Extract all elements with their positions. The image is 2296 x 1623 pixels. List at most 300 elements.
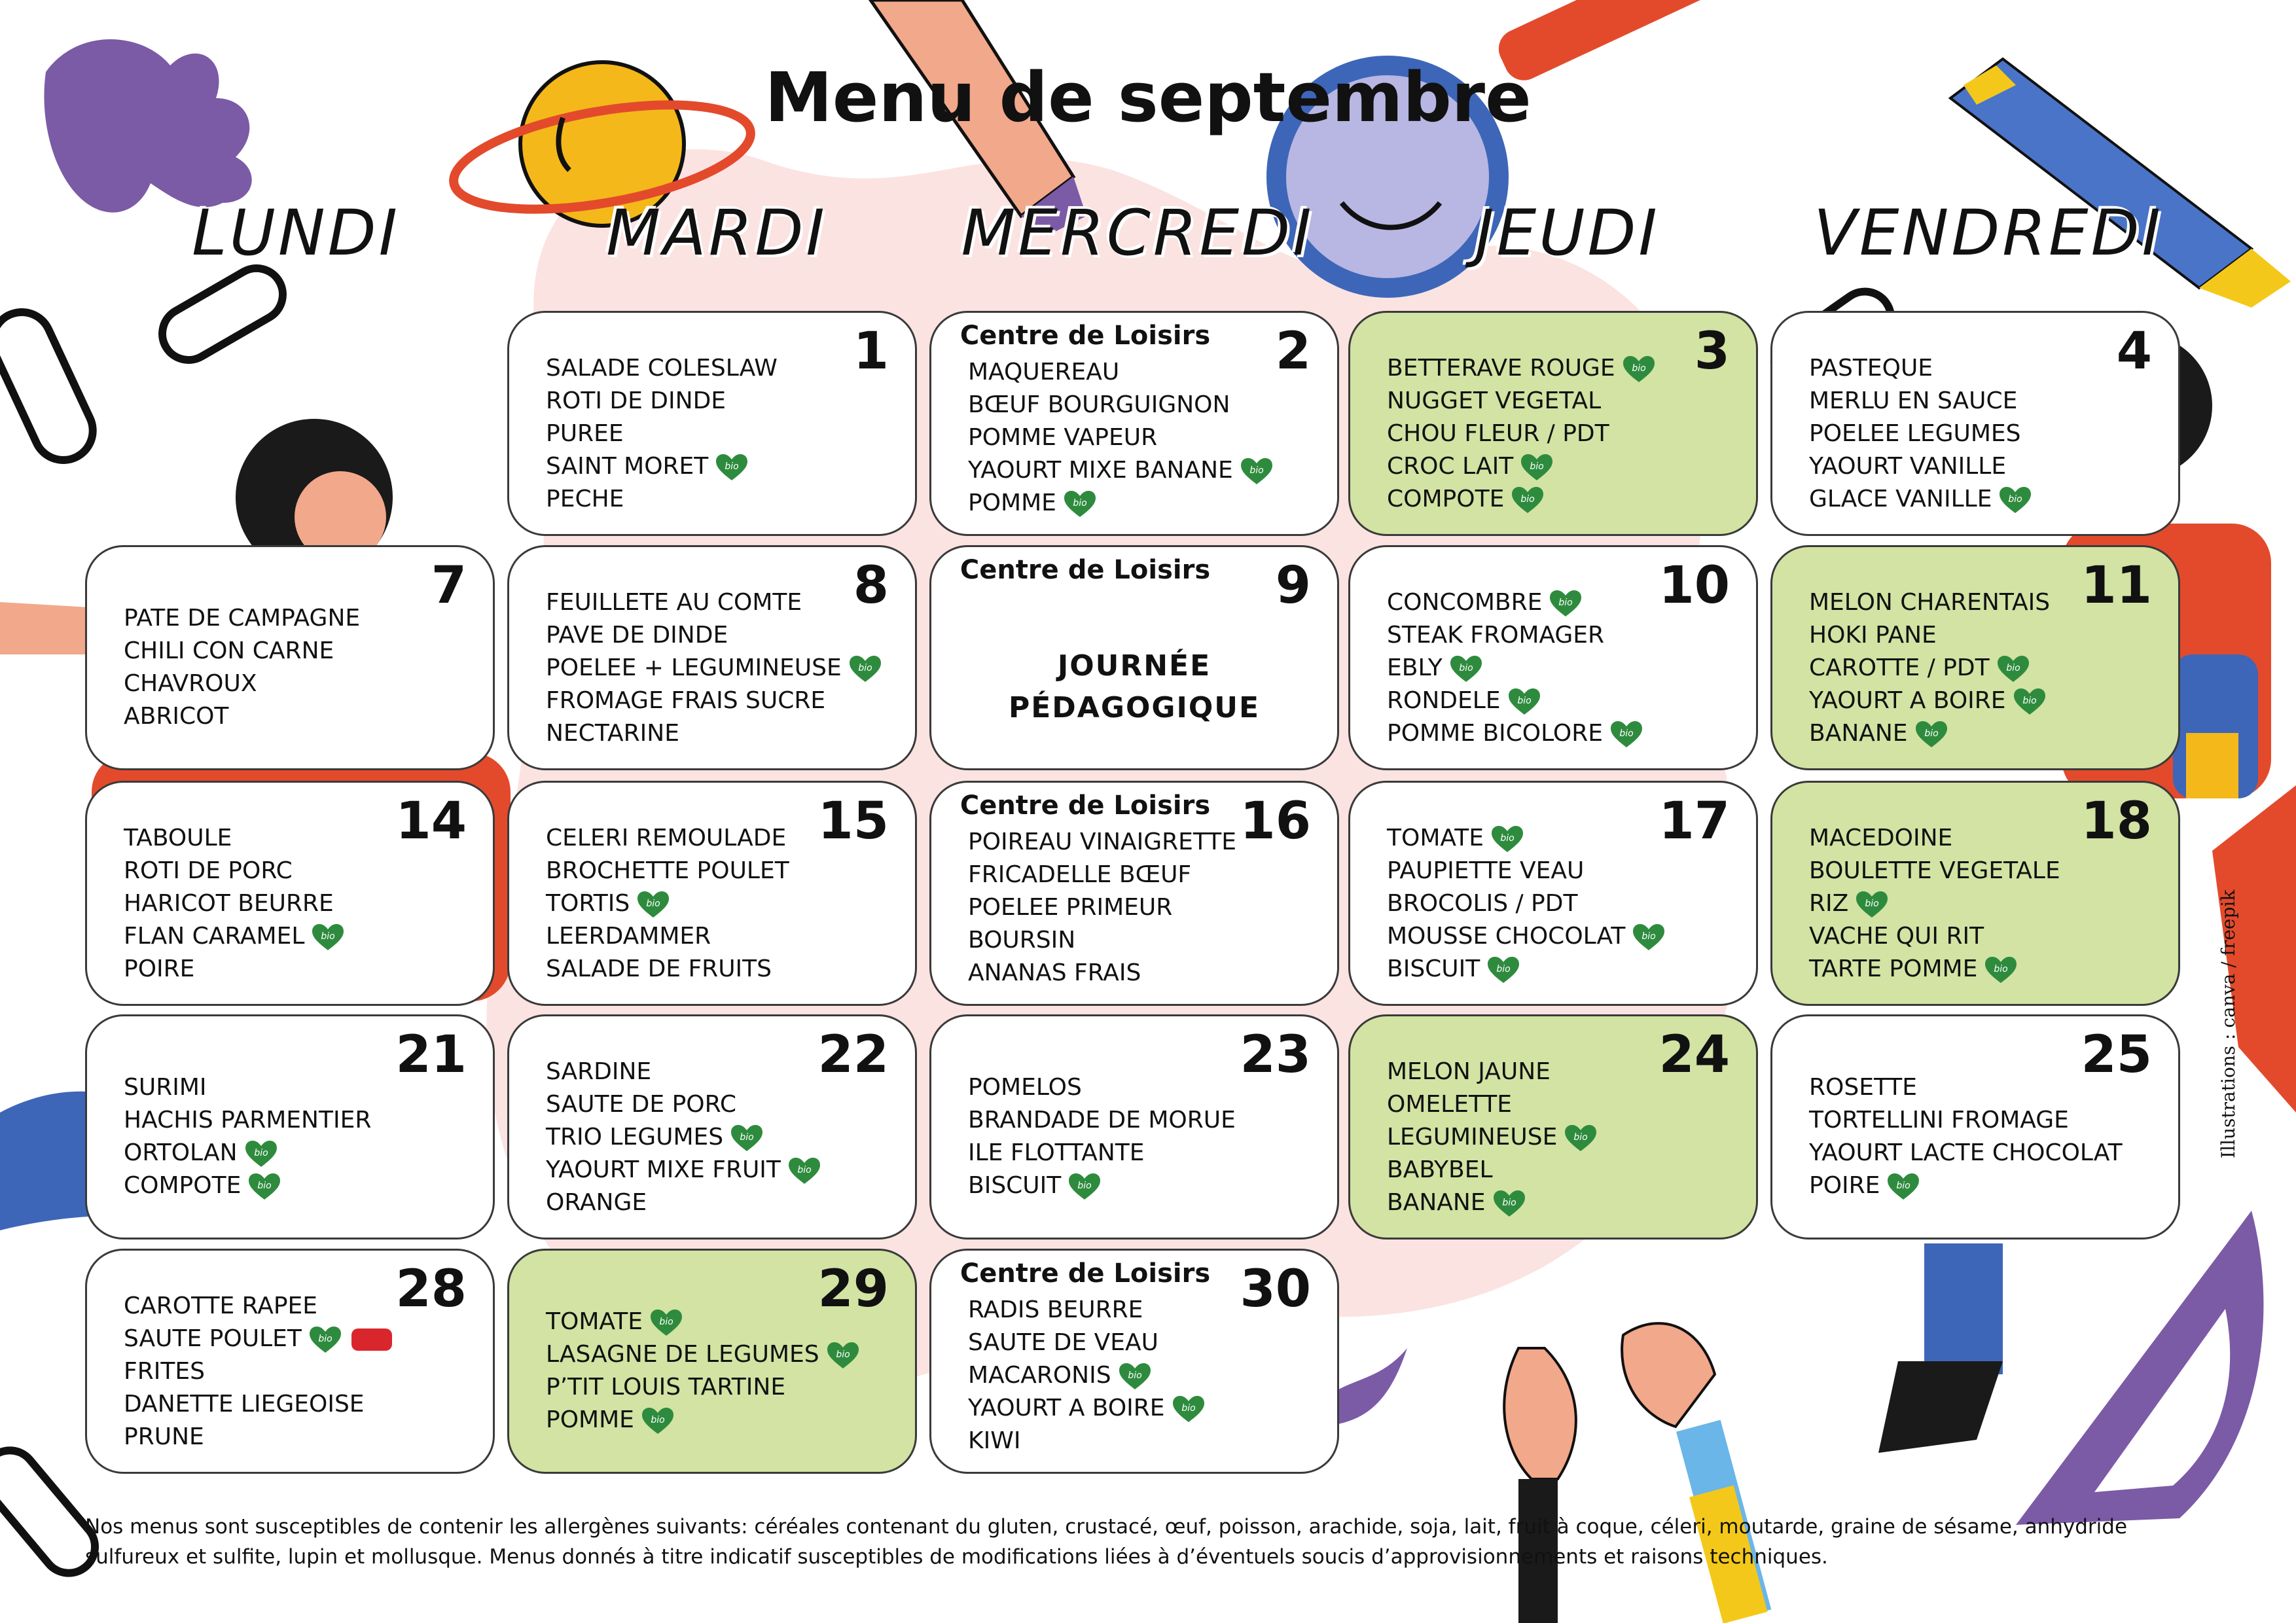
bio-logo-text: bio — [1516, 696, 1532, 706]
day-number: 15 — [817, 792, 889, 851]
day-card — [1770, 311, 2180, 536]
menu-item — [1809, 822, 2165, 855]
bio-heart-icon — [641, 1406, 675, 1435]
menu-item — [968, 924, 1324, 957]
menu-item — [1387, 822, 1743, 855]
menu-item — [546, 887, 902, 920]
bio-logo-text: bio — [835, 1349, 850, 1360]
bio-logo-text: bio — [1127, 1370, 1142, 1381]
menu-item-label: MACARONIS — [968, 1362, 1111, 1389]
day-number: 2 — [1275, 322, 1311, 381]
day-card — [507, 1249, 917, 1474]
menu-item-label: DANETTE LIEGEOISE — [124, 1391, 365, 1418]
menu-item-label: HOKI PANE — [1809, 622, 1937, 649]
bio-heart-icon — [1998, 486, 2032, 514]
menu-item-label: FEUILLETE AU COMTE — [546, 589, 802, 616]
day-card — [929, 311, 1339, 536]
allergen-notice: Nos menus sont susceptibles de contenir les allergènes suivants: céréales contenant du gluten, crustacé, œuf, poisson, arachide, soja, lait, fruit à coque, céleri, moutarde, graine de sésame, anhydride sulfureux et sulfite, lupin et mollusque. Menus donnés à titre indicatif susceptibles de modifications liées à d’éventuels soucis d’approvisionnements et raisons techniques. — [85, 1515, 2128, 1569]
menu-item — [546, 1121, 902, 1154]
menu-item — [1809, 887, 2165, 920]
menu-item — [546, 352, 902, 385]
menu-item-label: TRIO LEGUMES — [546, 1124, 724, 1150]
menu-item — [1809, 418, 2165, 450]
menu-items-list — [124, 1071, 480, 1202]
menu-item — [1809, 855, 2165, 887]
menu-items-list — [546, 1056, 902, 1219]
menu-item-label: YAOURT LACTE CHOCOLAT — [1809, 1139, 2123, 1166]
bio-heart-icon — [826, 1341, 860, 1370]
bio-logo-text: bio — [1496, 964, 1511, 974]
menu-item-label: VACHE QUI RIT — [1809, 923, 1984, 950]
menu-item-label: CONCOMBRE — [1387, 589, 1543, 616]
menu-item-label: ORANGE — [546, 1189, 647, 1216]
menu-items-list — [968, 1071, 1324, 1202]
menu-item-label: CROC LAIT — [1387, 453, 1514, 480]
menu-item-label: CHAVROUX — [124, 670, 257, 697]
bio-heart-icon — [1855, 890, 1889, 919]
menu-item-label: ABRICOT — [124, 703, 229, 730]
menu-item-label: NECTARINE — [546, 720, 679, 747]
menu-item — [124, 887, 480, 920]
menu-item — [546, 822, 902, 855]
menu-item-label: KIWI — [968, 1427, 1021, 1454]
bio-logo-text: bio — [1641, 931, 1657, 942]
bio-logo-text: bio — [1573, 1132, 1588, 1143]
menu-item-label: YAOURT A BOIRE — [968, 1395, 1165, 1421]
menu-item-label: OMELETTE — [1387, 1091, 1513, 1118]
menu-item-label: BRANDADE DE MORUE — [968, 1107, 1236, 1133]
bio-heart-icon — [730, 1124, 764, 1152]
menu-item — [968, 1137, 1324, 1169]
menu-item — [124, 668, 480, 700]
menu-item — [124, 1137, 480, 1169]
day-card — [507, 545, 917, 770]
menu-item — [1387, 619, 1743, 652]
day-number: 24 — [1659, 1026, 1730, 1084]
menu-item-label: YAOURT MIXE BANANE — [968, 457, 1233, 484]
bio-logo-text: bio — [740, 1132, 754, 1143]
menu-items-list — [124, 602, 480, 733]
menu-item-label: SALADE COLESLAW — [546, 355, 778, 382]
menu-items-list — [1809, 586, 2165, 750]
day-header-jeudi: JEUDI — [1475, 196, 1660, 270]
day-header-vendredi: VENDREDI — [1814, 196, 2163, 270]
bio-logo-text: bio — [257, 1181, 272, 1191]
bio-logo-text: bio — [858, 663, 872, 673]
bio-heart-icon — [1067, 1172, 1102, 1201]
menu-item-label: POIRE — [1809, 1172, 1880, 1199]
menu-item-label: BABYBEL — [1387, 1156, 1493, 1183]
menu-item-label: BŒUF BOURGUIGNON — [968, 391, 1230, 418]
menu-item — [546, 717, 902, 750]
menu-item-label: POIRE — [124, 955, 195, 982]
menu-item — [546, 450, 902, 483]
menu-items-list — [1809, 1071, 2165, 1202]
menu-item-label: TOMATE — [546, 1308, 643, 1335]
day-number: 22 — [817, 1026, 889, 1084]
menu-item — [1809, 953, 2165, 986]
page-title: Menu de septembre — [764, 58, 1532, 137]
day-number: 30 — [1240, 1260, 1311, 1319]
menu-item — [124, 1169, 480, 1202]
menu-item — [124, 920, 480, 953]
day-number: 9 — [1275, 556, 1311, 615]
menu-item — [1387, 652, 1743, 685]
menu-item — [546, 1306, 902, 1338]
menu-item-label: MELON JAUNE — [1387, 1058, 1551, 1085]
menu-item — [968, 389, 1324, 421]
menu-item — [1809, 1071, 2165, 1104]
menu-item-label: LASAGNE DE LEGUMES — [546, 1341, 819, 1368]
menu-item — [546, 1088, 902, 1121]
menu-item — [124, 635, 480, 668]
menu-item — [546, 1154, 902, 1186]
menu-item — [968, 1169, 1324, 1202]
day-card — [1348, 1014, 1758, 1240]
day-card — [507, 311, 917, 536]
menu-item — [1387, 385, 1743, 418]
menu-item-label: ILE FLOTTANTE — [968, 1139, 1145, 1166]
menu-item-label: PAVE DE DINDE — [546, 622, 728, 649]
bio-logo-text: bio — [2008, 494, 2023, 505]
menu-item-label: POELEE + LEGUMINEUSE — [546, 654, 842, 681]
bio-logo-text: bio — [2005, 663, 2020, 673]
card-header-label: Centre de Loisirs — [960, 791, 1211, 821]
day-number: 14 — [395, 792, 467, 851]
bio-logo-text: bio — [1520, 494, 1535, 505]
menu-item — [1387, 920, 1743, 953]
menu-item-label: ROTI DE PORC — [124, 857, 293, 884]
bio-heart-icon — [649, 1308, 683, 1337]
menu-item-label: LEERDAMMER — [546, 923, 711, 950]
menu-item — [124, 953, 480, 986]
menu-item-label: SAUTE POULET — [124, 1325, 302, 1352]
menu-item-label: PUREE — [546, 420, 624, 447]
menu-item — [546, 1404, 902, 1436]
menu-items-list — [1809, 822, 2165, 986]
bio-logo-text: bio — [1181, 1403, 1196, 1414]
menu-item — [546, 586, 902, 619]
bio-logo-text: bio — [1896, 1181, 1911, 1191]
menu-item — [1809, 685, 2165, 717]
menu-items-list — [546, 822, 902, 986]
menu-item — [968, 1425, 1324, 1457]
menu-item-label: SALADE DE FRUITS — [546, 955, 772, 982]
menu-item — [1387, 855, 1743, 887]
menu-item — [1809, 450, 2165, 483]
paintbrush-illustration — [1504, 1323, 1771, 1623]
menu-item — [1387, 685, 1743, 717]
menu-item-label: POMELOS — [968, 1074, 1082, 1101]
bio-heart-icon — [1172, 1395, 1206, 1423]
bio-logo-text: bio — [1865, 899, 1879, 909]
menu-items-list — [1387, 1056, 1743, 1219]
menu-item — [124, 1355, 480, 1388]
bio-heart-icon — [787, 1156, 821, 1185]
day-number: 3 — [1694, 322, 1730, 381]
menu-item-label: HARICOT BEURRE — [124, 890, 334, 917]
bio-logo-text: bio — [659, 1317, 673, 1327]
menu-items-list — [968, 826, 1324, 990]
day-number: 18 — [2081, 792, 2152, 851]
card-header-label: Centre de Loisirs — [960, 1258, 1211, 1289]
bio-logo-text: bio — [646, 899, 660, 909]
bio-heart-icon — [1996, 654, 2030, 683]
bio-heart-icon — [1520, 453, 1554, 482]
menu-items-list — [546, 586, 902, 750]
bio-heart-icon — [1492, 1189, 1526, 1218]
menu-item — [1809, 1104, 2165, 1137]
day-header-lundi: LUNDI — [192, 196, 400, 270]
menu-item — [1387, 887, 1743, 920]
bio-logo-text: bio — [321, 931, 336, 942]
menu-item-label: SARDINE — [546, 1058, 652, 1085]
menu-item — [1809, 483, 2165, 516]
menu-item-label: BISCUIT — [1387, 955, 1480, 982]
menu-item — [1387, 483, 1743, 516]
menu-item-label: SAUTE DE PORC — [546, 1091, 736, 1118]
menu-item-label: HACHIS PARMENTIER — [124, 1107, 372, 1133]
menu-item — [546, 920, 902, 953]
bio-logo-text: bio — [1501, 1198, 1516, 1208]
menu-item-label: CAROTTE / PDT — [1809, 654, 1990, 681]
menu-item — [968, 487, 1324, 520]
menu-item — [1809, 652, 2165, 685]
day-header-mardi: MARDI — [606, 196, 827, 270]
menu-item — [968, 826, 1324, 859]
menu-item-label: MACEDOINE — [1809, 825, 1953, 851]
menu-item-label: MAQUEREAU — [968, 359, 1120, 385]
day-number: 1 — [853, 322, 889, 381]
day-card — [507, 1014, 917, 1240]
menu-items-list — [124, 822, 480, 986]
menu-item — [968, 859, 1324, 891]
day-card — [1348, 781, 1758, 1006]
menu-item-label: PAUPIETTE VEAU — [1387, 857, 1585, 884]
bio-logo-text: bio — [1994, 964, 2008, 974]
bio-logo-text: bio — [651, 1415, 665, 1425]
menu-item — [1387, 1056, 1743, 1088]
menu-item-label: SURIMI — [124, 1074, 207, 1101]
bio-logo-text: bio — [1073, 498, 1087, 508]
menu-items-list — [968, 1294, 1324, 1457]
bio-logo-text: bio — [1530, 461, 1544, 472]
menu-item — [124, 602, 480, 635]
menu-item-label: POMME — [968, 490, 1056, 516]
menu-item-label: BOURSIN — [968, 927, 1076, 954]
menu-item-label: COMPOTE — [124, 1172, 242, 1199]
bio-logo-text: bio — [725, 461, 739, 472]
menu-item-label: FLAN CARAMEL — [124, 923, 305, 950]
bio-logo-text: bio — [1249, 465, 1264, 476]
menu-items-list — [1809, 352, 2165, 516]
menu-item-label: LEGUMINEUSE — [1387, 1124, 1558, 1150]
menu-item — [1387, 1154, 1743, 1186]
bio-logo-text: bio — [1619, 728, 1634, 739]
menu-items-list — [1387, 822, 1743, 986]
day-number: 17 — [1659, 792, 1730, 851]
menu-item-label: MOUSSE CHOCOLAT — [1387, 923, 1626, 950]
bio-heart-icon — [1549, 589, 1583, 618]
menu-item — [968, 1294, 1324, 1327]
menu-item — [968, 1327, 1324, 1359]
menu-item-label: POMME — [546, 1406, 634, 1433]
menu-item-label: TARTE POMME — [1809, 955, 1978, 982]
menu-item — [1809, 1137, 2165, 1169]
bio-heart-icon — [308, 1325, 342, 1354]
bio-heart-icon — [247, 1172, 281, 1201]
card-header-label: Centre de Loisirs — [960, 321, 1211, 351]
day-number: 16 — [1240, 792, 1311, 851]
menu-item-label: EBLY — [1387, 654, 1443, 681]
menu-item — [1387, 450, 1743, 483]
day-card — [507, 781, 917, 1006]
menu-item — [546, 953, 902, 986]
card-header-label: Centre de Loisirs — [960, 555, 1211, 585]
menu-item-label: RADIS BEURRE — [968, 1296, 1143, 1323]
menu-item — [1387, 717, 1743, 750]
menu-item-label: PRUNE — [124, 1423, 204, 1450]
day-card — [1770, 1014, 2180, 1240]
menu-item — [124, 700, 480, 733]
menu-item — [1387, 1121, 1743, 1154]
menu-item-label: POMME BICOLORE — [1387, 720, 1604, 747]
menu-item-label: RIZ — [1809, 890, 1849, 917]
menu-item — [968, 891, 1324, 924]
bio-logo-text: bio — [797, 1165, 812, 1175]
bio-heart-icon — [636, 890, 670, 919]
menu-item-label: COMPOTE — [1387, 486, 1505, 512]
day-card — [85, 1249, 495, 1474]
bio-heart-icon — [1622, 355, 1656, 383]
day-number: 4 — [2116, 322, 2152, 381]
day-number: 28 — [395, 1260, 467, 1319]
menu-item — [546, 1371, 902, 1404]
day-number: 25 — [2081, 1026, 2152, 1084]
menu-item-label: CAROTTE RAPEE — [124, 1293, 318, 1319]
menu-item — [546, 685, 902, 717]
day-card — [1348, 311, 1758, 536]
menu-item — [968, 1104, 1324, 1137]
menu-item-label: FRITES — [124, 1358, 205, 1385]
day-number: 10 — [1659, 556, 1730, 615]
bio-heart-icon — [311, 923, 345, 952]
menu-item-label: TABOULE — [124, 825, 232, 851]
label-rouge-logo-icon — [351, 1329, 392, 1351]
day-card — [85, 781, 495, 1006]
menu-item — [546, 385, 902, 418]
menu-item — [1387, 1088, 1743, 1121]
menu-item-label: BANANE — [1387, 1189, 1486, 1216]
menu-item — [546, 483, 902, 516]
menu-item — [546, 652, 902, 685]
menu-item-label: ORTOLAN — [124, 1139, 238, 1166]
menu-item — [124, 855, 480, 887]
menu-item-label: ANANAS FRAIS — [968, 959, 1141, 986]
menu-item — [1809, 717, 2165, 750]
menu-item-label: ROTI DE DINDE — [546, 387, 726, 414]
day-card — [1770, 781, 2180, 1006]
menu-item-label: MELON CHARENTAIS — [1809, 589, 2051, 616]
bio-heart-icon — [1511, 486, 1545, 514]
menu-item — [124, 822, 480, 855]
menu-item-label: POMME VAPEUR — [968, 424, 1158, 451]
menu-item — [546, 619, 902, 652]
day-number: 29 — [817, 1260, 889, 1319]
protractor-illustration — [2016, 1211, 2263, 1525]
bio-heart-icon — [1507, 687, 1541, 716]
bio-logo-text: bio — [1924, 728, 1939, 739]
menu-item-label: BISCUIT — [968, 1172, 1062, 1199]
menu-item-label: POIREAU VINAIGRETTE — [968, 829, 1237, 855]
day-number: 11 — [2081, 556, 2152, 615]
menu-item — [124, 1104, 480, 1137]
menu-item — [1387, 352, 1743, 385]
menu-item-label: CELERI REMOULADE — [546, 825, 787, 851]
menu-item-label: YAOURT A BOIRE — [1809, 687, 2006, 714]
menu-item-label: TOMATE — [1387, 825, 1484, 851]
menu-items-list — [1387, 586, 1743, 750]
bio-heart-icon — [1886, 1172, 1920, 1201]
bio-heart-icon — [1632, 923, 1666, 952]
day-card — [929, 545, 1339, 770]
bio-logo-text: bio — [1631, 363, 1646, 374]
menu-items-list — [124, 1290, 480, 1454]
day-card — [85, 545, 495, 770]
menu-item — [1387, 1186, 1743, 1219]
bio-heart-icon — [1984, 955, 2018, 984]
menu-item — [1809, 586, 2165, 619]
menu-item-label: YAOURT VANILLE — [1809, 453, 2007, 480]
menu-item — [124, 1421, 480, 1454]
menu-item-label: CHOU FLEUR / PDT — [1387, 420, 1609, 447]
menu-item-label: POELEE PRIMEUR — [968, 894, 1173, 921]
menu-item — [968, 1359, 1324, 1392]
bio-heart-icon — [1609, 720, 1643, 749]
day-header-mercredi: MERCREDI — [961, 196, 1314, 270]
bio-heart-icon — [1490, 825, 1524, 853]
bio-logo-text: bio — [1459, 663, 1473, 673]
menu-item — [1809, 1169, 2165, 1202]
menu-item-label: PATE DE CAMPAGNE — [124, 605, 361, 632]
menu-items-list — [1387, 352, 1743, 516]
menu-item — [1387, 953, 1743, 986]
bio-logo-text: bio — [253, 1148, 268, 1158]
menu-item-label: YAOURT MIXE FRUIT — [546, 1156, 781, 1183]
bio-logo-text: bio — [1558, 597, 1573, 608]
menu-item — [546, 1056, 902, 1088]
bio-heart-icon — [1486, 955, 1520, 984]
day-card — [1770, 545, 2180, 770]
menu-item — [1387, 418, 1743, 450]
menu-item — [546, 855, 902, 887]
menu-item-label: FRICADELLE BŒUF — [968, 861, 1192, 888]
menu-item — [124, 1071, 480, 1104]
menu-item — [546, 418, 902, 450]
bio-logo-text: bio — [1500, 833, 1515, 844]
menu-item — [968, 421, 1324, 454]
bio-logo-text: bio — [1077, 1181, 1092, 1191]
menu-item-label: CHILI CON CARNE — [124, 637, 334, 664]
bio-heart-icon — [1914, 720, 1948, 749]
bio-heart-icon — [715, 453, 749, 482]
bio-heart-icon — [244, 1139, 278, 1168]
menu-item — [968, 957, 1324, 990]
bio-heart-icon — [1449, 654, 1483, 683]
menu-item — [546, 1186, 902, 1219]
day-card — [929, 1249, 1339, 1474]
menu-item-label: TORTIS — [546, 890, 630, 917]
